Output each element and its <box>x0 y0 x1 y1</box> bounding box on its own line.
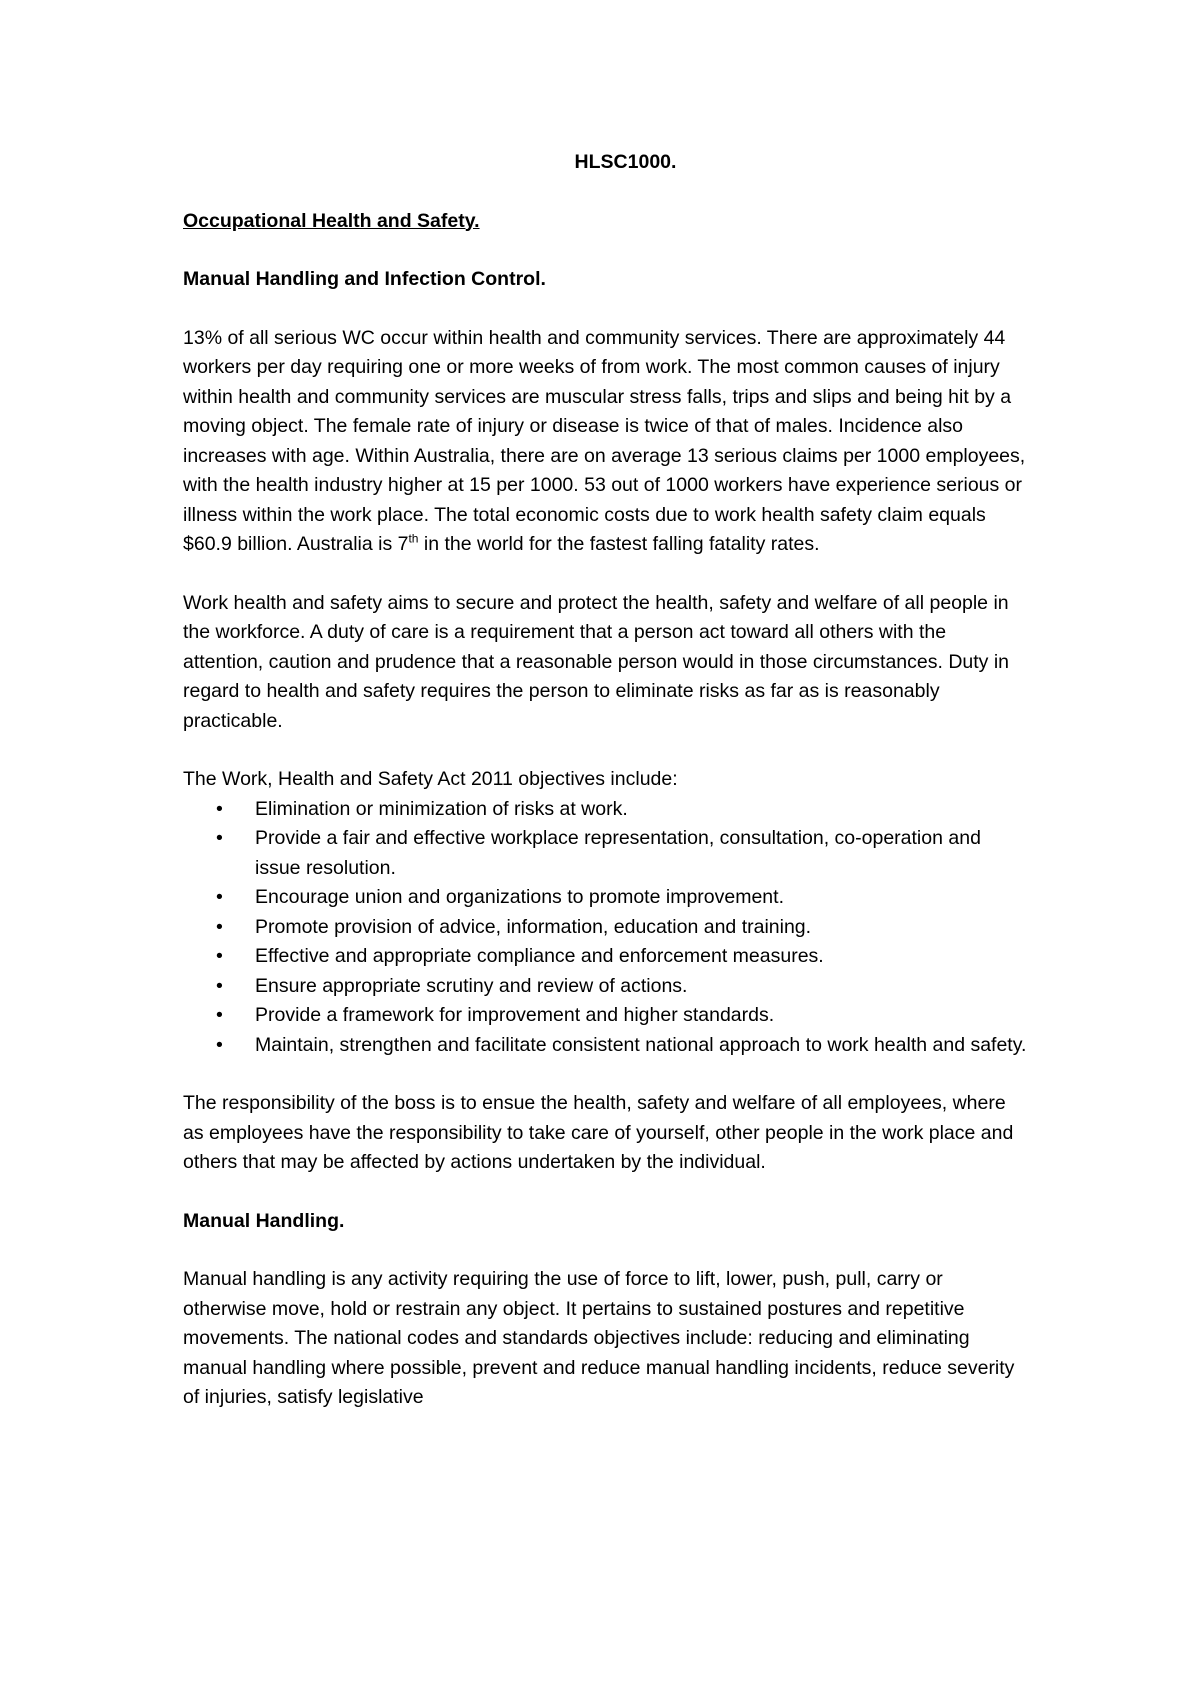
objectives-intro: The Work, Health and Safety Act 2011 objectives include: <box>183 768 678 790</box>
list-item <box>183 913 1028 943</box>
list-item-text: Provide a framework for improvement and higher standards. <box>255 1004 775 1026</box>
list-item <box>183 972 1028 1002</box>
list-item-text: Effective and appropriate compliance and enforcement measures. <box>255 945 824 967</box>
paragraph-manual-handling: Manual handling is any activity requiring the use of force to lift, lower, push, pull, carry or otherwise move, hold or restrain any object. It pertains to sustained postures and repetitive movements. The national codes and standards objectives include: reducing and eliminating manual handling where possible, prevent and reduce manual handling incidents, reduce severity of injuries, satisfy legislative <box>183 1268 1015 1408</box>
bullet-icon: • <box>216 974 223 997</box>
paragraph-statistics-tail: in the world for the fastest falling fatality rates. <box>418 533 820 555</box>
list-item-text: Provide a fair and effective workplace representation, consultation, co-operation and issue resolution. <box>255 827 981 879</box>
list-item-text: Maintain, strengthen and facilitate consistent national approach to work health and safety. <box>255 1033 1027 1056</box>
subtitle: Manual Handling and Infection Control. <box>183 268 546 290</box>
objectives-list <box>183 795 1028 1061</box>
list-item-text: Elimination or minimization of risks at work. <box>255 797 628 820</box>
bullet-icon: • <box>216 886 223 908</box>
list-item <box>183 1001 1028 1031</box>
list-item <box>183 1031 1028 1061</box>
ordinal-suffix: th <box>408 531 419 546</box>
list-item-text: Encourage union and organizations to promote improvement. <box>255 886 784 908</box>
bullet-icon: • <box>216 1033 223 1056</box>
bullet-icon: • <box>216 1004 223 1026</box>
list-item <box>183 883 1028 913</box>
bullet-icon: • <box>216 797 223 820</box>
list-item-text: Ensure appropriate scrutiny and review of actions. <box>255 974 688 997</box>
list-item <box>183 942 1028 972</box>
list-item <box>183 824 1028 883</box>
course-code: HLSC1000. <box>574 151 677 173</box>
paragraph-duty-of-care: Work health and safety aims to secure and protect the health, safety and welfare of all people in the workforce. A duty of care is a requirement that a person act toward all others with the attention, caution and prudence that a reasonable person would in those circumstances. Duty in regard to health and safety requires the person to eliminate risks as far as is reasonably practicable. <box>183 591 1010 732</box>
manual-handling-heading: Manual Handling. <box>183 1209 345 1232</box>
bullet-icon: • <box>216 915 223 938</box>
bullet-icon: • <box>216 827 223 849</box>
bullet-icon: • <box>216 945 223 967</box>
paragraph-statistics-text: 13% of all serious WC occur within health and community services. There are approximately 44 workers per day requiring one or more weeks of from work. The most common causes of injury within health and community services are muscular stress falls, trips and slips and being hit by a moving object. The female rate of injury or disease is twice of that of males. Incidence also increases with age. Within Australia, there are on average 13 serious claims per 1000 employees, with the health industry higher at 15 per 1000. 53 out of 1000 workers have experience serious or illness within the work place. The total economic costs due to work health safety claim equals $60.9 billion. Australia is 7 <box>183 326 1026 555</box>
paragraph-statistics <box>183 324 1028 560</box>
list-item-text: Promote provision of advice, information, education and training. <box>255 915 812 938</box>
list-item <box>183 795 1028 825</box>
section-title: Occupational Health and Safety. <box>183 209 480 232</box>
paragraph-responsibility: The responsibility of the boss is to ensue the health, safety and welfare of all employees, where as employees have the responsibility to take care of yourself, other people in the work place and others that may be affected by actions undertaken by the individual. <box>183 1092 1014 1173</box>
document-body <box>183 148 1028 1413</box>
